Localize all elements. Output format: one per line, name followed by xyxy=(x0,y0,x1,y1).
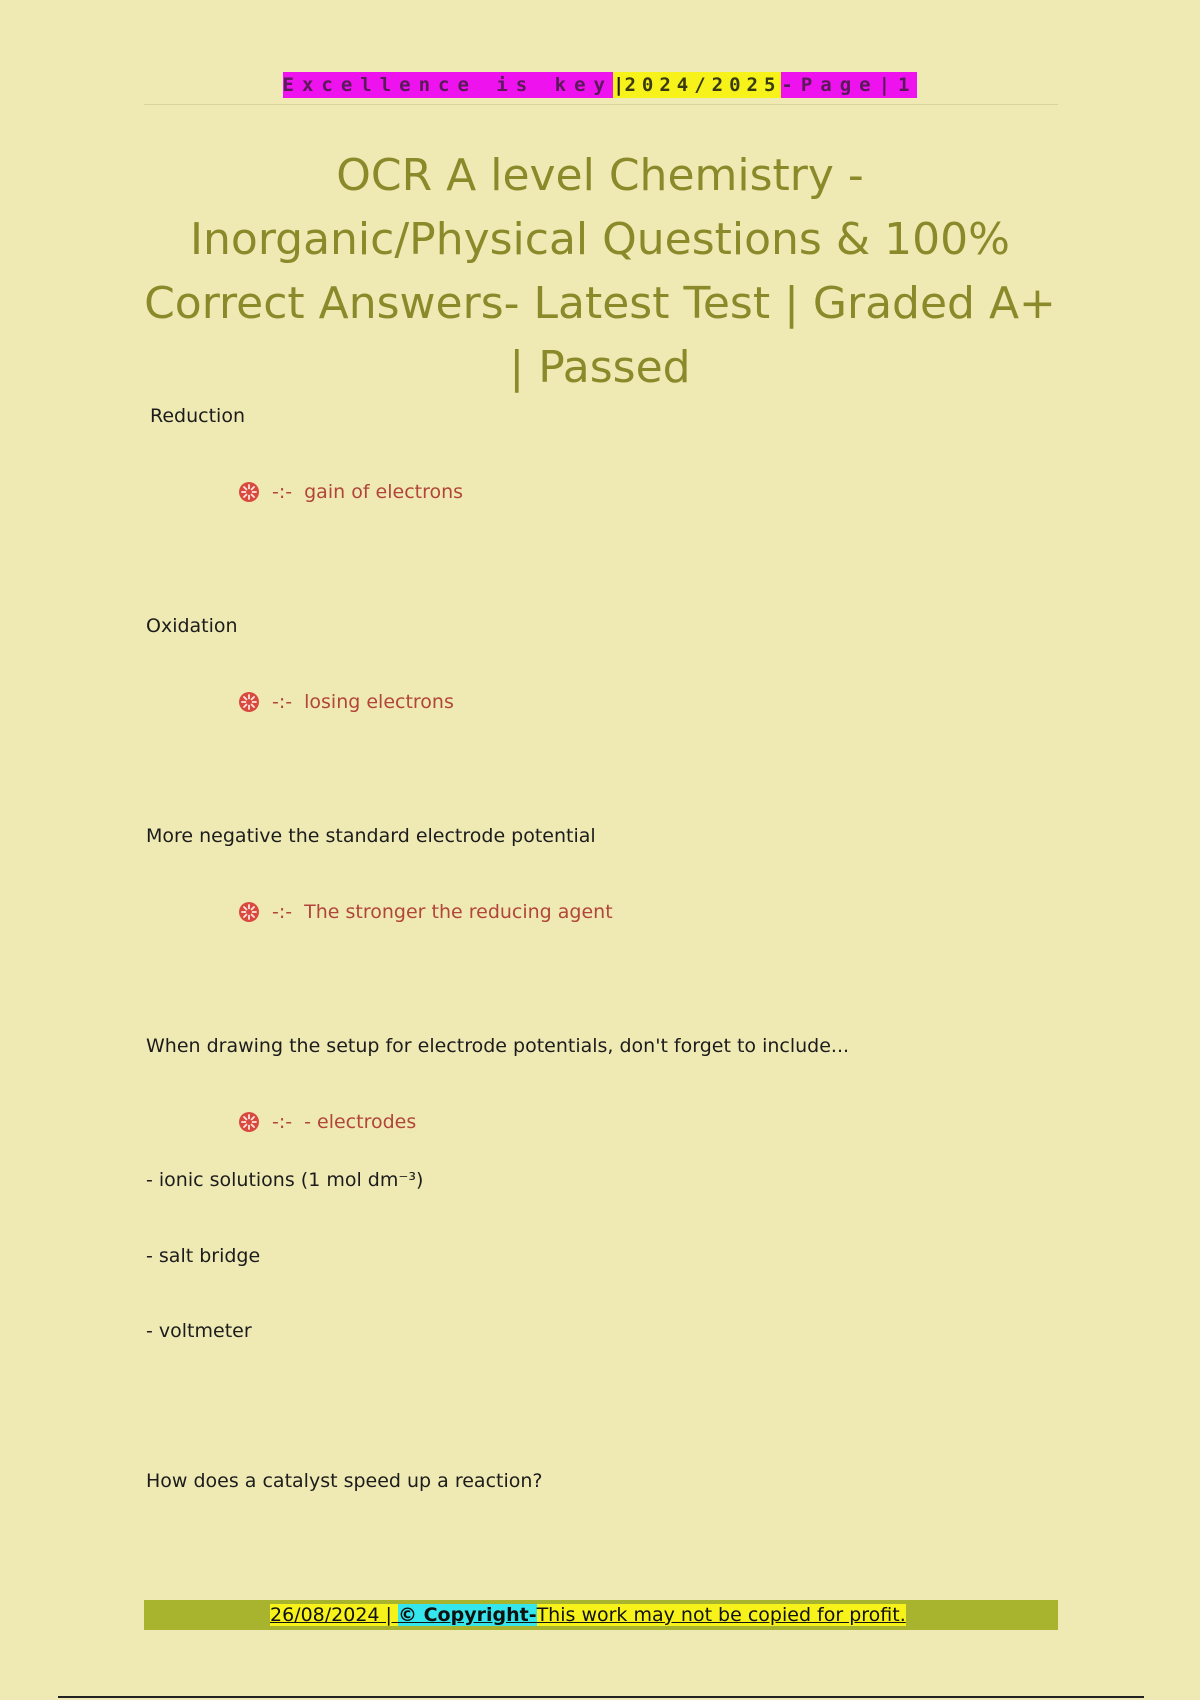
document-title: OCR A level Chemistry - Inorganic/Physical Questions & 100% Correct Answers- Latest Test | Graded A+ | Passed xyxy=(144,150,1056,393)
header-motto: Excellence is key xyxy=(282,74,613,96)
answer-4-line-3: - salt bridge xyxy=(146,1245,261,1267)
answer-text: gain of electrons xyxy=(304,481,464,503)
footer-divider: | xyxy=(379,1604,398,1626)
answer-text: - electrodes xyxy=(304,1111,417,1133)
header-page-label: -Page| xyxy=(781,74,899,96)
question-1: Reduction xyxy=(150,405,245,427)
answer-text: losing electrons xyxy=(304,691,454,713)
page-header xyxy=(0,70,1200,100)
answer-separator: -:- xyxy=(272,901,293,923)
answer-4-line-4: - voltmeter xyxy=(146,1320,252,1342)
question-5: How does a catalyst speed up a reaction? xyxy=(146,1470,543,1492)
answer-4 xyxy=(238,1109,416,1135)
answer-text: The stronger the reducing agent xyxy=(304,901,613,923)
red-circled-asterisk-icon xyxy=(238,901,260,923)
answer-separator: -:- xyxy=(272,1111,293,1133)
red-circled-asterisk-icon xyxy=(238,1111,260,1133)
answer-3 xyxy=(238,899,613,925)
header-page-number: 1 xyxy=(898,74,918,96)
answer-separator: -:- xyxy=(272,691,293,713)
footer-notice: This work may not be copied for profit. xyxy=(536,1604,906,1626)
page-bottom-rule xyxy=(58,1696,1144,1698)
footer-date: 26/08/2024 xyxy=(270,1604,380,1626)
header-divider-line xyxy=(144,104,1058,105)
question-4: When drawing the setup for electrode potentials, don't forget to include... xyxy=(146,1035,850,1057)
footer-copyright-notice xyxy=(270,1600,906,1630)
header-year: 2024/2025 xyxy=(624,74,782,96)
answer-separator: -:- xyxy=(272,481,293,503)
answer-2 xyxy=(238,689,454,715)
red-circled-asterisk-icon xyxy=(238,691,260,713)
question-2: Oxidation xyxy=(146,615,238,637)
footer-copyright: © Copyright- xyxy=(398,1604,537,1626)
question-3: More negative the standard electrode potential xyxy=(146,825,596,847)
red-circled-asterisk-icon xyxy=(238,481,260,503)
answer-4-line-2: - ionic solutions (1 mol dm⁻³) xyxy=(146,1169,424,1191)
answer-1 xyxy=(238,479,463,505)
header-divider: | xyxy=(612,74,625,96)
